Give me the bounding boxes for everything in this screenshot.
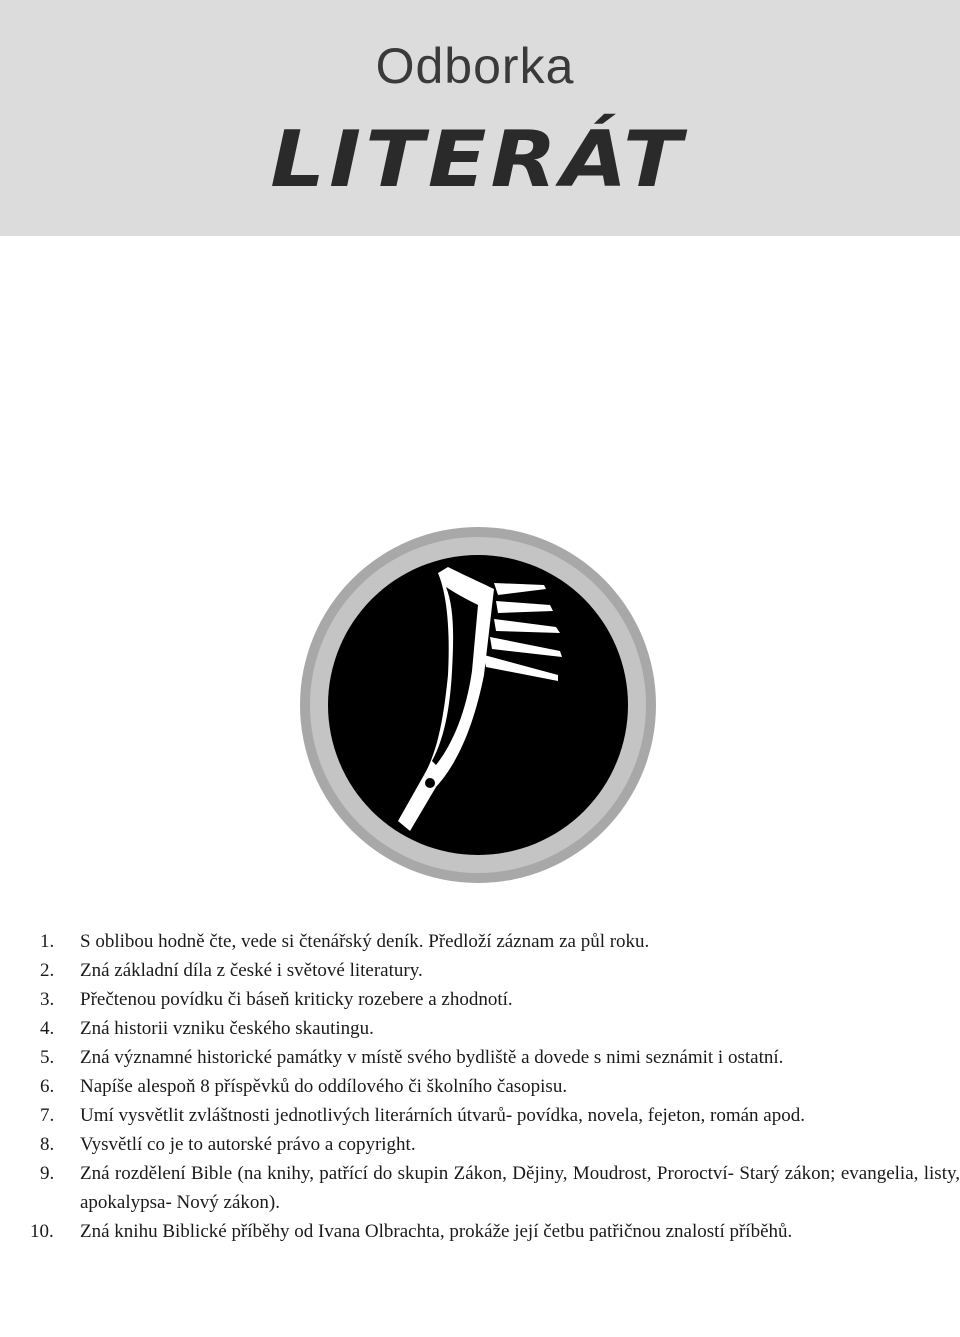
list-item-number: 4. — [40, 1018, 55, 1039]
list-item-number: 2. — [40, 960, 55, 981]
fountain-pen-nib-icon — [298, 525, 658, 885]
list-item — [40, 956, 960, 985]
list-item — [30, 1217, 960, 1246]
page-subtitle: Odborka — [375, 38, 575, 94]
list-item-text: Zná základní díla z české i světové literatury. — [80, 960, 423, 981]
list-item-text: Zná rozdělení Bible (na knihy, patřící do skupin Zákon, Dějiny, Moudrost, Proroctví- Starý zákon; evangelia, listy, apokalypsa- Nový zákon). — [80, 1163, 960, 1213]
list-item — [40, 1101, 960, 1130]
list-item — [40, 1072, 960, 1101]
list-item-number: 7. — [40, 1105, 55, 1126]
list-item-text: Umí vysvětlit zvláštnosti jednotlivých literárních útvarů- povídka, novela, fejeton, román apod. — [80, 1105, 805, 1126]
list-item-number: 1. — [40, 931, 55, 952]
list-item — [40, 1043, 960, 1072]
list-item-text: Vysvětlí co je to autorské právo a copyright. — [80, 1134, 416, 1155]
list-item-number: 9. — [40, 1163, 55, 1184]
list-item — [40, 1159, 960, 1217]
header-banner — [0, 0, 960, 236]
list-item-text: S oblibou hodně čte, vede si čtenářský deník. Předloží záznam za půl roku. — [80, 931, 650, 952]
list-item — [40, 927, 960, 956]
list-item-number: 3. — [40, 989, 55, 1010]
list-item-number: 8. — [40, 1134, 55, 1155]
list-item — [40, 1014, 960, 1043]
list-item — [40, 1130, 960, 1159]
list-item-text: Zná historii vzniku českého skautingu. — [80, 1018, 374, 1039]
list-item — [40, 985, 960, 1014]
page-title: LITERÁT — [270, 115, 686, 205]
list-item-text: Přečtenou povídku či báseň kriticky rozebere a zhodnotí. — [80, 989, 513, 1010]
list-item-text: Napíše alespoň 8 příspěvků do oddílového či školního časopisu. — [80, 1076, 568, 1097]
list-item-number: 6. — [40, 1076, 55, 1097]
list-item-number: 5. — [40, 1047, 55, 1068]
requirements-list — [30, 927, 960, 1246]
list-item-text: Zná knihu Biblické příběhy od Ivana Olbrachta, prokáže její četbu patřičnou znalostí příběhů. — [80, 1221, 793, 1242]
list-item-text: Zná významné historické památky v místě svého bydliště a dovede s nimi seznámit i ostatní. — [80, 1047, 784, 1068]
list-item-number: 10. — [30, 1221, 54, 1242]
